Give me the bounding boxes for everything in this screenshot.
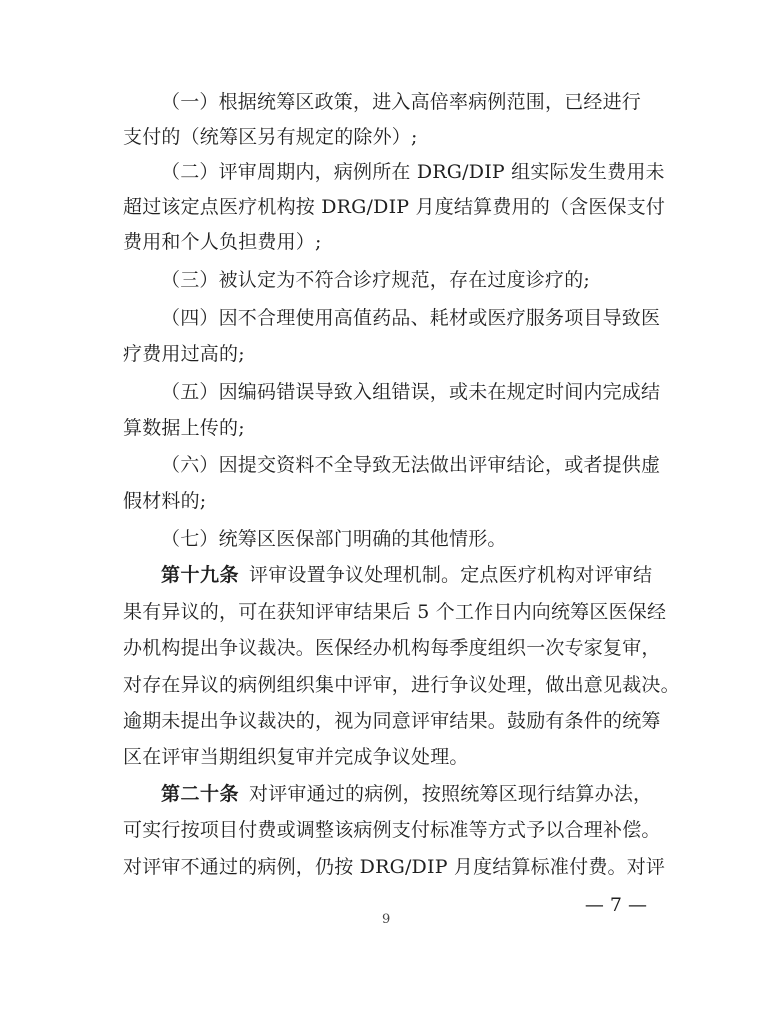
article-20-heading: 第二十条 [161, 783, 240, 805]
text-line-11: （六）因提交资料不全导致无法做出评审结论，或者提供虚 [161, 454, 661, 476]
text-line-6: （三）被认定为不符合诊疗规范，存在过度诊疗的; [161, 269, 591, 291]
article-19-heading: 第十九条 [161, 564, 240, 586]
article-19-line-6: 区在评审当期组织复审并完成争议处理。 [123, 746, 469, 768]
article-20-line-2: 可实行按项目付费或调整该病例支付标准等方式予以合理补偿。 [123, 819, 661, 841]
text-line-13: （七）统筹区医保部门明确的其他情形。 [161, 528, 507, 550]
article-19-line-3: 办机构提出争议裁决。医保经办机构每季度组织一次专家复审， [123, 637, 661, 659]
text-line-7: （四）因不合理使用高值药品、耗材或医疗服务项目导致医 [161, 307, 661, 329]
text-line-8: 疗费用过高的; [123, 343, 245, 365]
article-20-line-3: 对评审不通过的病例，仍按 DRG/DIP 月度结算标准付费。对评 [123, 856, 666, 878]
article-19-line-2: 果有异议的，可在获知评审结果后 5 个工作日内向统筹区医保经 [123, 601, 667, 623]
text-line-2: 支付的（统筹区另有规定的除外）; [123, 126, 418, 148]
text-line-1: （一）根据统筹区政策，进入高倍率病例范围，已经进行 [161, 91, 642, 113]
text-line-3: （二）评审周期内，病例所在 DRG/DIP 组实际发生费用未 [161, 161, 665, 183]
article-19-lead-text: 评审设置争议处理机制。定点医疗机构对评审结 [249, 564, 653, 586]
article-19-first-line [161, 563, 652, 587]
text-line-12: 假材料的; [123, 490, 207, 512]
text-line-10: 算数据上传的; [123, 417, 245, 439]
article-20-first-line [161, 782, 652, 806]
page-number-label: — 7 — [584, 894, 647, 916]
article-20-lead-text: 对评审通过的病例，按照统筹区现行结算办法， [249, 783, 653, 805]
article-19-line-5: 逾期未提出争议裁决的，视为同意评审结果。鼓励有条件的统筹 [123, 710, 661, 732]
article-19-line-4: 对存在异议的病例组织集中评审，进行争议处理，做出意见裁决。 [123, 674, 680, 696]
sheet-number: 9 [382, 912, 391, 927]
text-line-9: （五）因编码错误导致入组错误，或未在规定时间内完成结 [161, 381, 661, 403]
text-line-4: 超过该定点医疗机构按 DRG/DIP 月度结算费用的（含医保支付 [123, 196, 666, 218]
text-line-5: 费用和个人负担费用）; [123, 231, 322, 253]
